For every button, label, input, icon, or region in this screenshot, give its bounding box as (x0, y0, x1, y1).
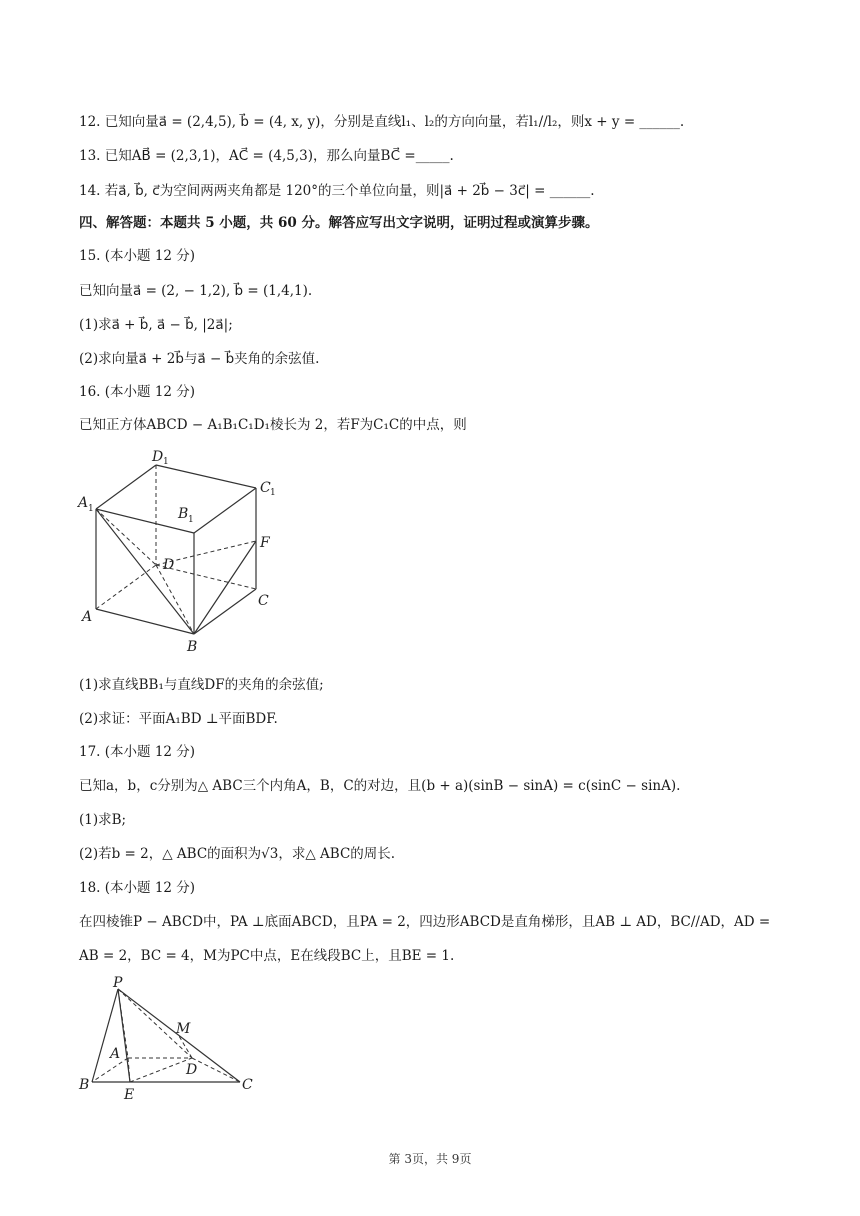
edge-d-c (192, 1058, 240, 1082)
edge-a1-b (96, 509, 194, 634)
pyramid-figure (72, 972, 262, 1107)
question-15-stem: 已知向量a⃗ = (2, − 1,2), b⃗ = (1,4,1). (79, 283, 313, 299)
label-a1: A (78, 495, 89, 511)
edge-a-b (96, 609, 194, 634)
question-14: 14. 若a⃗, b⃗, c⃗为空间两两夹角都是 120°的三个单位向量，则|a⃗ + 2b⃗ − 3c⃗| = ______. (79, 183, 595, 199)
label-b: B (187, 639, 198, 655)
question-17-part-2: (2)若b = 2，△ ABC的面积为√3，求△ ABC的周长. (79, 846, 396, 862)
edge-a1-d1 (96, 465, 156, 509)
label-c1: C (260, 480, 271, 496)
label-a: A (110, 1046, 121, 1062)
edge-p-b (92, 989, 121, 1082)
question-18-stem-line-1: 在四棱锥P − ABCD中，PA ⊥底面ABCD，且PA = 2，四边形ABCD是直角梯形，且AB ⊥ AD，BC//AD，AD = (79, 914, 771, 930)
question-17-part-1: (1)求B; (79, 812, 127, 828)
question-17-header: 17. (本小题 12 分) (79, 744, 196, 760)
label-a1-sub: 1 (88, 504, 94, 514)
edge-b-c (194, 589, 256, 634)
question-17-stem: 已知a，b，c分别为△ ABC三个内角A，B，C的对边，且(b + a)(sinB − sinA) = c(sinC − sinA). (79, 778, 681, 794)
label-m: M (176, 1021, 191, 1037)
edge-b1-c1 (194, 488, 256, 533)
label-c1-sub: 1 (270, 488, 276, 498)
edge-e-d (130, 1058, 192, 1082)
edge-d-b (156, 565, 194, 634)
label-b1-sub: 1 (188, 515, 194, 525)
question-15-part-2: (2)求向量a⃗ + 2b⃗与a⃗ − b⃗夹角的余弦值. (79, 351, 320, 367)
label-p: P (113, 975, 123, 991)
label-e: E (124, 1087, 135, 1103)
question-16-stem: 已知正方体ABCD − A₁B₁C₁D₁棱长为 2，若F为C₁C的中点，则 (79, 417, 467, 433)
question-16-part-2: (2)求证：平面A₁BD ⊥平面BDF. (79, 711, 278, 727)
edge-a1-d (96, 509, 156, 565)
label-b1: B (178, 506, 189, 522)
label-d: D (186, 1062, 198, 1078)
question-18-header: 18. (本小题 12 分) (79, 880, 196, 896)
question-15-part-1: (1)求a⃗ + b⃗, a⃗ − b⃗, |2a⃗|; (79, 317, 233, 333)
edge-a-d (96, 565, 156, 609)
label-f: F (260, 535, 270, 551)
question-18-stem-line-2: AB = 2，BC = 4，M为PC中点，E在线段BC上，且BE = 1. (79, 948, 455, 964)
question-15-header: 15. (本小题 12 分) (79, 248, 196, 264)
question-13: 13. 已知AB⃗ = (2,3,1)，AC⃗ = (4,5,3)，那么向量BC⃗ =_____. (79, 148, 454, 164)
label-d: D (163, 557, 175, 573)
question-16-part-1: (1)求直线BB₁与直线DF的夹角的余弦值; (79, 677, 324, 693)
label-a: A (82, 609, 93, 625)
label-c: C (242, 1077, 253, 1093)
label-c: C (258, 593, 269, 609)
edge-d1-c1 (156, 465, 256, 488)
section-heading: 四、解答题：本题共 5 小题，共 60 分。解答应写出文字说明，证明过程或演算步骤。 (79, 215, 599, 231)
page-footer: 第 3页，共 9页 (388, 1152, 472, 1166)
cube-figure (70, 445, 290, 660)
edge-b-f (194, 541, 256, 634)
edge-d-m (179, 1036, 192, 1058)
label-b: B (79, 1077, 90, 1093)
question-16-header: 16. (本小题 12 分) (79, 384, 196, 400)
label-d1: D (152, 449, 164, 465)
question-12: 12. 已知向量a⃗ = (2,4,5), b⃗ = (4, x, y)，分别是直线l₁、l₂的方向向量，若l₁//l₂，则x + y = ______. (79, 114, 685, 130)
label-d1-sub: 1 (163, 457, 169, 467)
